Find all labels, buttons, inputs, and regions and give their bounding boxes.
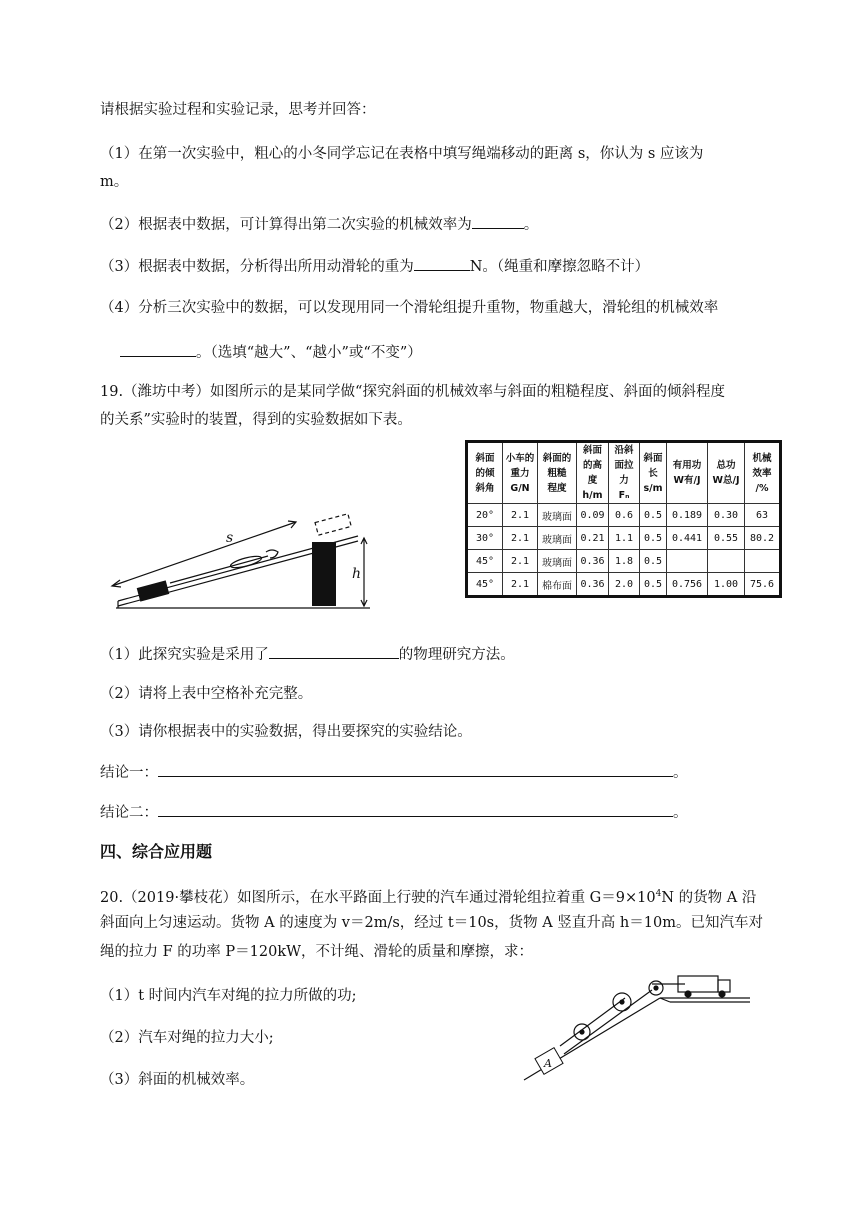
q18-part4-end: 。（选填“越大”、“越小”或“不变”） — [196, 345, 422, 361]
cell-total-work-blank[interactable] — [708, 550, 745, 573]
table-row — [467, 504, 781, 527]
table-row — [467, 550, 781, 573]
answer-blank[interactable] — [120, 342, 196, 357]
table-header-row — [467, 442, 781, 504]
q19-part1 — [100, 644, 515, 665]
answer-blank[interactable] — [472, 214, 524, 229]
q19-part1-end: 的物理研究方法。 — [398, 647, 515, 663]
cell-angle: 45° — [467, 550, 503, 573]
header-roughness: 斜面的 粗糙 程度 — [538, 442, 577, 504]
cell-useful-work: 0.441 — [667, 527, 708, 550]
q19-part3: （3）请你根据表中的实验数据，得出要探究的实验结论。 — [100, 724, 472, 740]
q18-part1-line2: m。 — [100, 174, 129, 190]
header-useful-work: 有用功 W有/J — [667, 442, 708, 504]
intro-text: 请根据实验过程和实验记录，思考并回答： — [100, 102, 376, 118]
answer-blank[interactable] — [414, 256, 470, 271]
q20-part1: （1）t 时间内汽车对绳的拉力所做的功; — [100, 988, 357, 1004]
cell-total-work: 1.00 — [708, 573, 745, 597]
q19-part1-text: （1）此探究实验是采用了 — [100, 647, 269, 663]
cell-roughness: 玻璃面 — [538, 504, 577, 527]
table-row — [467, 527, 781, 550]
q18-part3-text: （3）根据表中数据，分析得出所用动滑轮的重为 — [100, 259, 414, 275]
cell-length: 0.5 — [640, 550, 667, 573]
cell-pull-force: 1.8 — [609, 550, 640, 573]
q18-part2 — [100, 214, 538, 235]
cell-efficiency: 63 — [745, 504, 781, 527]
cell-angle: 45° — [467, 573, 503, 597]
q20-stem-text: 20.（2019·攀枝花）如图所示，在水平路面上行驶的汽车通过滑轮组拉着重 G＝9×10 — [100, 889, 656, 906]
cell-height: 0.36 — [577, 550, 609, 573]
q19-stem-line2: 的关系”实验时的装置，得到的实验数据如下表。 — [100, 412, 412, 428]
header-weight: 小车的 重力 G/N — [503, 442, 538, 504]
experiment-data-table — [465, 440, 782, 598]
header-length: 斜面 长 s/m — [640, 442, 667, 504]
cell-useful-work: 0.756 — [667, 573, 708, 597]
cell-weight: 2.1 — [503, 573, 538, 597]
cell-weight: 2.1 — [503, 550, 538, 573]
cell-roughness: 玻璃面 — [538, 527, 577, 550]
s-label: s — [226, 530, 234, 546]
q20-part2: （2）汽车对绳的拉力大小; — [100, 1030, 274, 1046]
cell-height: 0.36 — [577, 573, 609, 597]
section-heading: 四、综合应用题 — [100, 842, 213, 861]
q20-part3: （3）斜面的机械效率。 — [100, 1072, 255, 1088]
q18-part2-end: 。 — [523, 217, 539, 233]
cell-efficiency: 80.2 — [745, 527, 781, 550]
header-angle: 斜面 的倾 斜角 — [467, 442, 503, 504]
cell-length: 0.5 — [640, 504, 667, 527]
answer-blank[interactable] — [158, 802, 673, 817]
h-label: h — [352, 566, 362, 582]
cell-useful-work: 0.189 — [667, 504, 708, 527]
block-a-label: A — [544, 1057, 552, 1070]
conclusion-2-end: 。 — [673, 805, 688, 821]
q19-stem-line1: 19.（潍坊中考）如图所示的是某同学做“探究斜面的机械效率与斜面的粗糙程度、斜面的倾斜程度 — [100, 384, 725, 400]
cell-length: 0.5 — [640, 527, 667, 550]
answer-blank[interactable] — [158, 762, 673, 777]
q20-stem-line2: 斜面向上匀速运动。货物 A 的速度为 v＝2m/s，经过 t＝10s，货物 A 竖直升高 h＝10m。已知汽车对 — [100, 915, 763, 931]
cell-pull-force: 2.0 — [609, 573, 640, 597]
conclusion-1 — [100, 762, 688, 783]
cell-efficiency-blank[interactable] — [745, 550, 781, 573]
q18-part4-line2 — [120, 342, 422, 363]
cell-pull-force: 1.1 — [609, 527, 640, 550]
conclusion-2-label: 结论二： — [100, 805, 158, 821]
cell-roughness: 棉布面 — [538, 573, 577, 597]
header-pull-force: 沿斜 面拉 力 Fₙ — [609, 442, 640, 504]
header-efficiency: 机械 效率 /% — [745, 442, 781, 504]
incline-figure — [108, 508, 378, 620]
cell-height: 0.21 — [577, 527, 609, 550]
exponent: 4 — [655, 889, 662, 899]
q20-stem-text-cont: N 的货物 A 沿 — [661, 889, 757, 906]
cell-height: 0.09 — [577, 504, 609, 527]
truck-pulley-figure — [520, 968, 755, 1084]
q18-part1-line1: （1）在第一次实验中，粗心的小冬同学忘记在表格中填写绳端移动的距离 s，你认为 s 应该为 — [100, 146, 704, 162]
cell-weight: 2.1 — [503, 504, 538, 527]
cell-length: 0.5 — [640, 573, 667, 597]
cell-angle: 30° — [467, 527, 503, 550]
conclusion-1-label: 结论一： — [100, 765, 158, 781]
q19-part2: （2）请将上表中空格补充完整。 — [100, 686, 313, 702]
q18-part3-end: N。（绳重和摩擦忽略不计） — [469, 259, 650, 275]
cell-total-work: 0.30 — [708, 504, 745, 527]
q18-part2-text: （2）根据表中数据，可计算得出第二次实验的机械效率为 — [100, 217, 472, 233]
conclusion-1-end: 。 — [673, 765, 688, 781]
cell-angle: 20° — [467, 504, 503, 527]
cell-efficiency: 75.6 — [745, 573, 781, 597]
table-row — [467, 573, 781, 597]
cell-pull-force: 0.6 — [609, 504, 640, 527]
cell-roughness: 玻璃面 — [538, 550, 577, 573]
q18-part4-line1: （4）分析三次实验中的数据，可以发现用同一个滑轮组提升重物，物重越大，滑轮组的机械效率 — [100, 300, 719, 316]
q20-stem-line3: 绳的拉力 F 的功率 P＝120kW，不计绳、滑轮的质量和摩擦，求： — [100, 944, 534, 960]
conclusion-2 — [100, 802, 688, 823]
q20-stem-line1 — [100, 884, 756, 908]
cell-total-work: 0.55 — [708, 527, 745, 550]
q18-part3 — [100, 256, 649, 277]
cell-weight: 2.1 — [503, 527, 538, 550]
answer-blank[interactable] — [269, 644, 399, 659]
cell-useful-work-blank[interactable] — [667, 550, 708, 573]
header-height: 斜面 的高 度 h/m — [577, 442, 609, 504]
header-total-work: 总功 W总/J — [708, 442, 745, 504]
